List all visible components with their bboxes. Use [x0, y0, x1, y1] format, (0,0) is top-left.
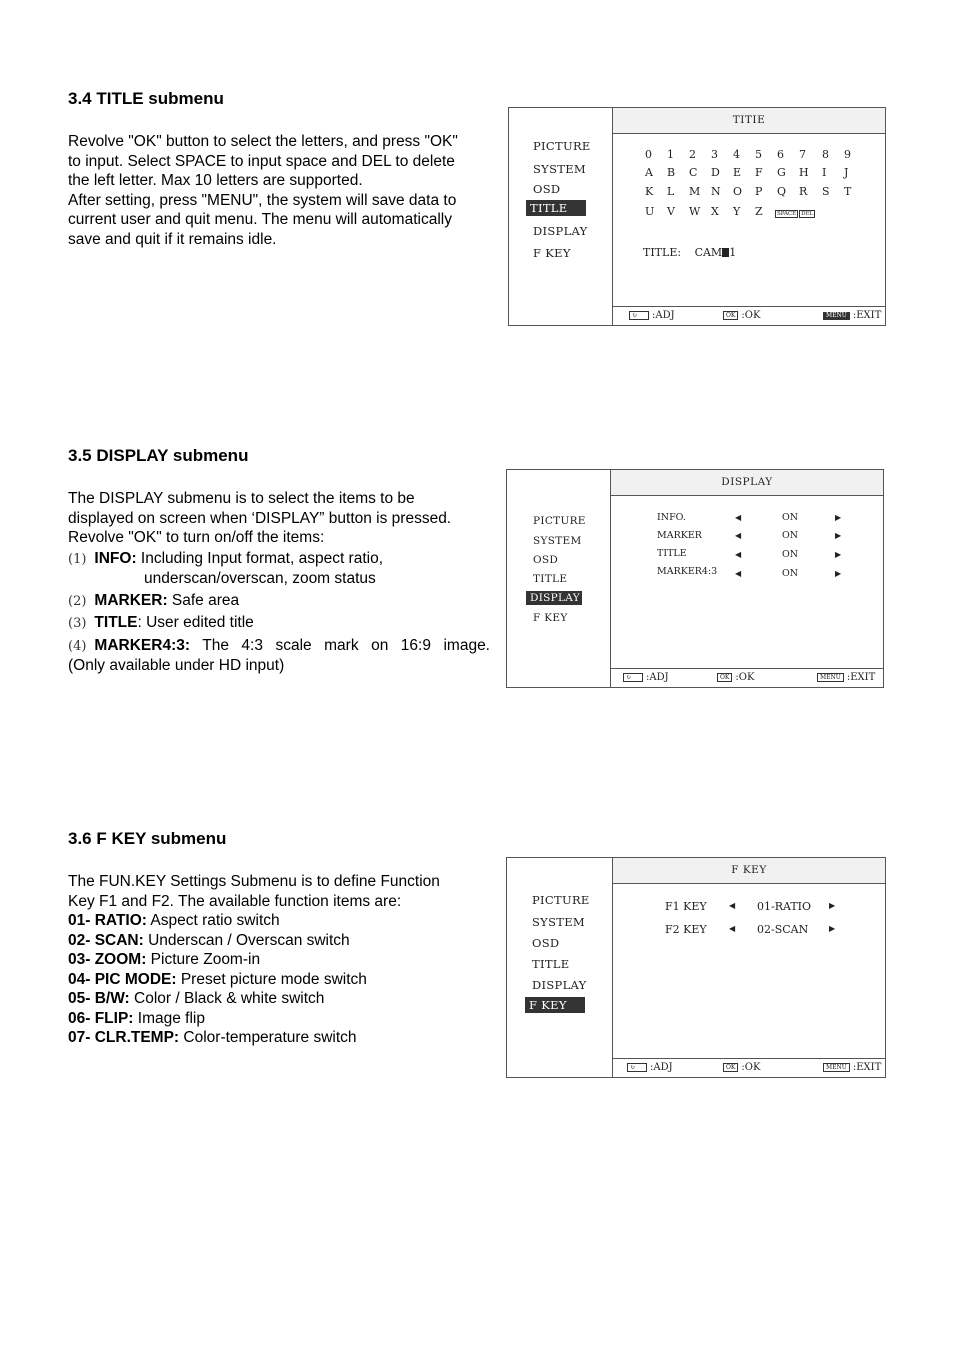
sidebar-item-picture: PICTURE: [532, 893, 590, 907]
char-cell: 6: [777, 148, 784, 161]
char-cell: F: [755, 166, 763, 179]
text-line: Key F1 and F2. The available function items are:: [68, 892, 402, 910]
item-label: TITLE: [94, 614, 138, 631]
osd-sidebar: [509, 108, 613, 325]
char-cell: 1: [667, 148, 674, 161]
char-cell: 2: [689, 148, 696, 161]
osd-header: TITIE: [613, 108, 885, 134]
char-cell: V: [667, 205, 675, 218]
char-cell: P: [755, 185, 763, 198]
text-line: The DISPLAY submenu is to select the items to be: [68, 490, 415, 507]
option-value: 02-SCAN: [757, 923, 809, 936]
text-line: displayed on screen when ‘DISPLAY” button is pressed.: [68, 509, 452, 527]
text-line: The FUN.KEY Settings Submenu is to define Function: [68, 873, 440, 890]
char-cell: U: [645, 205, 655, 218]
char-cell: D: [711, 166, 720, 179]
arrow-left-icon: ◀: [735, 513, 742, 522]
option-value: ON: [782, 568, 799, 579]
menu-key-icon: MENU: [823, 312, 850, 320]
option-label: F2 KEY: [665, 923, 707, 936]
char-cell: H: [799, 166, 809, 179]
knob-icon: ↻: [629, 311, 649, 320]
char-cell: S: [822, 185, 830, 198]
fkey-description: [68, 872, 488, 1048]
sidebar-item-system: SYSTEM: [533, 535, 582, 547]
title-description: [68, 132, 492, 249]
option-label: INFO.: [657, 512, 686, 523]
char-cell: 0: [645, 148, 652, 161]
char-cell: N: [711, 185, 721, 198]
char-cell: J: [844, 166, 849, 179]
footer-adj: :ADJ: [652, 310, 675, 321]
arrow-right-icon: ▶: [829, 924, 836, 933]
title-entry: [643, 246, 736, 259]
sidebar-item-picture: PICTURE: [533, 515, 586, 527]
del-key: DEL: [801, 211, 814, 217]
section-heading-display: 3.5 DISPLAY submenu: [68, 446, 249, 465]
footer-exit: :EXIT: [852, 1062, 882, 1073]
footer-exit: :EXIT: [852, 310, 882, 321]
char-cell: 4: [733, 148, 740, 161]
footer-exit: :EXIT: [846, 672, 876, 683]
option-value: ON: [782, 549, 799, 560]
arrow-right-icon: ▶: [835, 569, 842, 578]
option-label: F1 KEY: [665, 900, 707, 913]
function-label: 01- RATIO:: [68, 912, 147, 929]
sidebar-item-system: SYSTEM: [532, 915, 585, 929]
function-text: Color-temperature switch: [179, 1029, 357, 1046]
function-label: 03- ZOOM:: [68, 951, 147, 968]
title-entry-prefix: CAM: [694, 246, 723, 259]
char-cell: B: [667, 166, 676, 179]
char-cell: I: [822, 166, 827, 179]
sidebar-item-title-selected: TITLE: [526, 200, 586, 216]
char-cell: Y: [733, 205, 741, 218]
char-cell: G: [777, 166, 786, 179]
char-cell: M: [689, 185, 701, 198]
sidebar-item-display-selected: DISPLAY: [526, 591, 582, 605]
arrow-left-icon: ◀: [735, 569, 742, 578]
section-heading-title: 3.4 TITLE submenu: [68, 89, 224, 108]
sidebar-item-osd: OSD: [532, 936, 560, 950]
footer-ok: :OK: [741, 310, 761, 321]
option-label: MARKER4:3: [657, 566, 718, 577]
text-line: save and quit if it remains idle.: [68, 230, 277, 248]
menu-key-icon: MENU: [823, 1063, 850, 1072]
item-number: (2): [68, 593, 87, 609]
footer-ok: :OK: [735, 672, 755, 683]
option-label: MARKER: [657, 530, 702, 541]
function-label: 04- PIC MODE:: [68, 970, 177, 988]
char-cell: W: [689, 205, 701, 218]
sidebar-item-picture: PICTURE: [533, 139, 591, 153]
char-cell: 3: [711, 148, 718, 161]
osd-footer: [613, 306, 885, 325]
option-label: TITLE: [657, 548, 687, 559]
ok-key-icon: OK: [717, 673, 732, 682]
sidebar-item-system: SYSTEM: [533, 162, 586, 176]
function-text: Preset picture mode switch: [176, 970, 367, 988]
osd-sidebar: [507, 470, 611, 687]
title-osd-screenshot: [508, 107, 886, 326]
footer-adj: :ADJ: [650, 1062, 673, 1073]
char-cell: Q: [777, 185, 787, 198]
char-cell: 5: [755, 148, 762, 161]
sidebar-item-osd: OSD: [533, 182, 561, 196]
char-cell: T: [844, 185, 852, 198]
item-number: (4): [68, 638, 87, 654]
item-text: Including Input format, aspect ratio,: [136, 549, 384, 567]
option-value: 01-RATIO: [757, 900, 812, 913]
char-cell: 7: [799, 148, 806, 161]
char-cell: R: [799, 185, 808, 198]
knob-icon: ↻: [623, 673, 643, 682]
function-text: Color / Black & white switch: [129, 990, 325, 1007]
sidebar-item-fkey: F KEY: [533, 612, 568, 624]
arrow-left-icon: ◀: [729, 924, 736, 933]
sidebar-item-osd: OSD: [533, 554, 559, 566]
arrow-left-icon: ◀: [729, 901, 736, 910]
option-value: ON: [782, 512, 799, 523]
function-label: 05- B/W:: [68, 990, 130, 1007]
osd-header: F KEY: [613, 858, 885, 884]
text-line: current user and quit menu. The menu will automatically: [68, 211, 452, 228]
item-number: (1): [68, 551, 87, 567]
sidebar-item-display: DISPLAY: [533, 224, 588, 238]
ok-key-icon: OK: [723, 1063, 738, 1072]
text-line: to input. Select SPACE to input space and DEL to delete: [68, 152, 455, 170]
function-text: Image flip: [133, 1009, 205, 1027]
osd-footer: [611, 668, 883, 687]
char-cell: Z: [755, 205, 763, 218]
sidebar-item-title: TITLE: [533, 573, 568, 585]
option-value: ON: [782, 530, 799, 541]
char-cell: E: [733, 166, 742, 179]
arrow-right-icon: ▶: [829, 901, 836, 910]
display-description: [68, 489, 490, 676]
function-label: 07- CLR.TEMP:: [68, 1029, 180, 1046]
footer-adj: :ADJ: [646, 672, 669, 683]
item-label: MARKER:: [94, 591, 168, 609]
function-text: Underscan / Overscan switch: [143, 931, 350, 949]
title-entry-suffix: 1: [729, 246, 737, 259]
function-text: Aspect ratio switch: [146, 912, 280, 929]
text-line: (Only available under HD input): [68, 657, 285, 674]
ok-key-icon: OK: [723, 311, 738, 320]
char-cell: L: [667, 185, 675, 198]
text-line: Revolve "OK" to turn on/off the items:: [68, 529, 325, 546]
menu-key-icon: MENU: [817, 673, 844, 682]
arrow-right-icon: ▶: [835, 531, 842, 540]
text-line: the left letter. Max 10 letters are supported.: [68, 172, 363, 189]
text-line: After setting, press "MENU", the system will save data to: [68, 191, 457, 209]
item-label: INFO:: [94, 549, 137, 567]
sidebar-item-display: DISPLAY: [532, 978, 587, 992]
footer-ok: :OK: [741, 1062, 761, 1073]
sidebar-item-fkey-selected: F KEY: [525, 997, 585, 1013]
function-label: 02- SCAN:: [68, 931, 144, 949]
space-key: SPACE: [777, 211, 797, 217]
item-text: Safe area: [167, 591, 240, 609]
osd-header: DISPLAY: [611, 470, 883, 496]
function-text: Picture Zoom-in: [146, 951, 261, 968]
title-entry-label: TITLE:: [643, 246, 682, 259]
special-keys: [775, 205, 815, 218]
display-osd-screenshot: [506, 469, 884, 688]
function-label: 06- FLIP:: [68, 1009, 134, 1027]
item-text: The 4:3 scale mark on 16:9 image.: [190, 636, 490, 654]
char-cell: C: [689, 166, 698, 179]
fkey-osd-screenshot: [506, 857, 886, 1078]
char-cell: O: [733, 185, 743, 198]
text-line: underscan/overscan, zoom status: [144, 570, 376, 587]
osd-footer: [613, 1058, 885, 1077]
char-cell: A: [645, 166, 653, 179]
char-cell: 9: [844, 148, 851, 161]
arrow-right-icon: ▶: [835, 550, 842, 559]
sidebar-item-title: TITLE: [532, 957, 570, 971]
text-line: Revolve "OK" button to select the letters, and press "OK": [68, 133, 458, 150]
item-number: (3): [68, 616, 87, 631]
char-cell: 8: [822, 148, 829, 161]
arrow-left-icon: ◀: [735, 531, 742, 540]
arrow-left-icon: ◀: [735, 550, 742, 559]
section-heading-fkey: 3.6 F KEY submenu: [68, 829, 227, 848]
sidebar-item-fkey: F KEY: [533, 246, 571, 260]
item-label: MARKER4:3:: [94, 636, 191, 654]
arrow-right-icon: ▶: [835, 513, 842, 522]
knob-icon: ↻: [627, 1063, 647, 1072]
char-cell: K: [645, 185, 654, 198]
osd-sidebar: [507, 858, 613, 1077]
item-text: : User edited title: [137, 614, 254, 631]
char-cell: X: [711, 205, 719, 218]
